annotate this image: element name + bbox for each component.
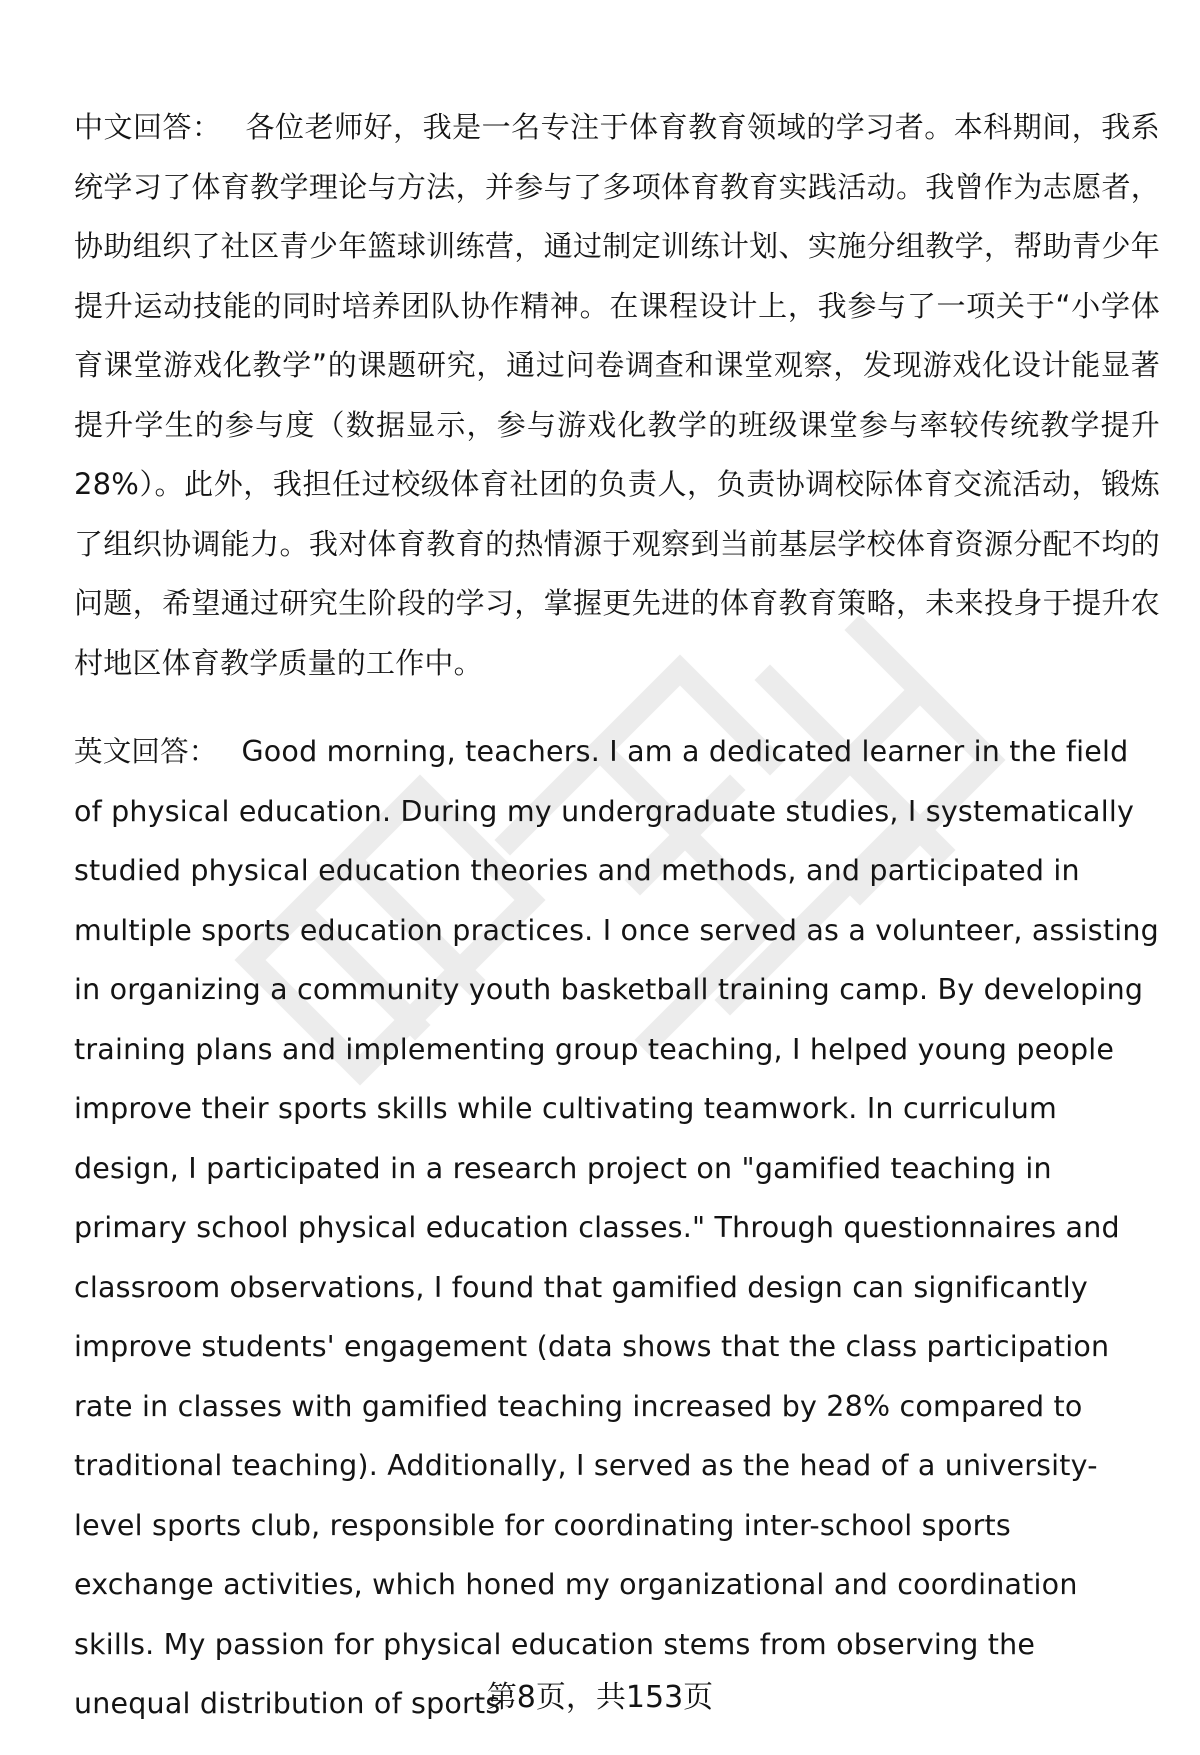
english-answer-text: Good morning, teachers. I am a dedicated learner in the field of physical education. During my undergraduate studies, I systematically studied physical education theories and methods, and participated in multiple sports education practices. I once served as a volunteer, assisting in organizing a community youth basketball training camp. By developing training plans and implementing group teaching, I helped young people improve their sports skills while cultivating teamwork. In curriculum design, I participated in a research project on "gamified teaching in primary school physical education classes." Through questionnaires and classroom observations, I found that gamified design can significantly improve students' engagement (data shows that the class participation rate in classes with gamified teaching increased by 28% compared to traditional teaching). Additionally, I served as the head of a university-level sports club, responsible for coordinating inter-school sports exchange activities, which honed my organizational and coordination skills. My passion for physical education stems from observing the unequal distribution of sports xyxy=(74,735,1159,1720)
chinese-answer-paragraph xyxy=(74,98,1160,693)
english-answer-paragraph xyxy=(74,722,1160,1734)
chinese-answer-label: 中文回答： xyxy=(74,110,222,144)
page-number-footer: 第8页，共153页 xyxy=(486,1680,714,1715)
english-answer-label: 英文回答： xyxy=(74,735,218,768)
chinese-answer-text: 各位老师好，我是一名专注于体育教育领域的学习者。本科期间，我系统学习了体育教学理论与方法，并参与了多项体育教育实践活动。我曾作为志愿者，协助组织了社区青少年篮球训练营，通过制定训练计划、实施分组教学，帮助青少年提升运动技能的同时培养团队协作精神。在课程设计上，我参与了一项关于“小学体育课堂游戏化教学”的课题研究，通过问卷调查和课堂观察，发现游戏化设计能显著提升学生的参与度（数据显示，参与游戏化教学的班级课堂参与率较传统教学提升28%）。此外，我担任过校级体育社团的负责人，负责协调校际体育交流活动，锻炼了组织协调能力。我对体育教育的热情源于观察到当前基层学校体育资源分配不均的问题，希望通过研究生阶段的学习，掌握更先进的体育教育策略，未来投身于提升农村地区体育教学质量的工作中。 xyxy=(74,110,1160,680)
